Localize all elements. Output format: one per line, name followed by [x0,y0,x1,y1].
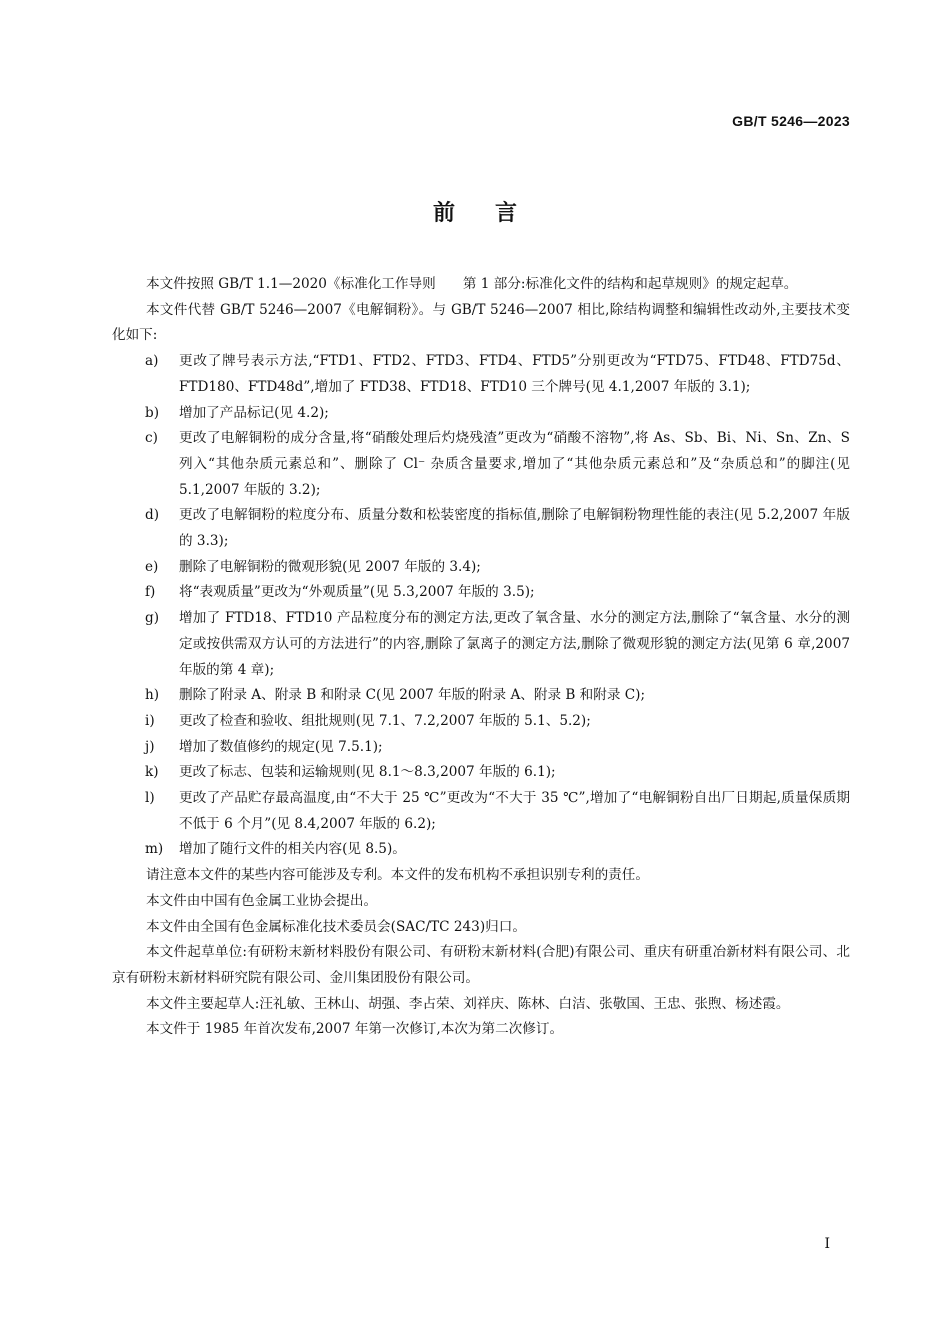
paragraph: 本文件按照 GB/T 1.1—2020《标准化工作导则 第 1 部分:标准化文件的结构和起草规则》的规定起草。 [146,276,798,292]
change-item [112,555,850,581]
change-item [112,349,850,400]
item-text: 增加了数值修约的规定(见 7.5.1); [179,738,383,755]
item-text: 更改了电解铜粉的粒度分布、质量分数和松装密度的指标值,删除了电解铜粉物理性能的表注(见 5.2,2007 年版的 3.3); [179,507,850,550]
item-text: 更改了检查和验收、组批规则(见 7.1、7.2,2007 年版的 5.1、5.2); [179,712,591,729]
item-label: h) [145,687,160,704]
change-item [112,786,850,837]
item-label: i) [145,712,155,729]
paragraph: 本文件于 1985 年首次发布,2007 年第一次修订,本次为第二次修订。 [146,1021,564,1038]
paragraph: 本文件由全国有色金属标准化技术委员会(SAC/TC 243)归口。 [146,918,526,935]
change-item [112,735,850,761]
change-item [112,760,850,786]
item-label: j) [145,738,155,755]
item-text: 删除了电解铜粉的微观形貌(见 2007 年版的 3.4); [179,558,481,575]
item-label: k) [145,764,159,781]
item-label: e) [145,558,159,575]
change-item [112,401,850,427]
item-text: 更改了产品贮存最高温度,由“不大于 25 ℃”更改为“不大于 35 ℃”,增加了“电解铜粉自出厂日期起,质量保质期不低于 6 个月”(见 8.4,2007 年版的 6.2); [179,790,850,832]
item-text: 更改了电解铜粉的成分含量,将“硝酸处理后灼烧残渣”更改为“硝酸不溶物”,将 As、Sb、Bi、Ni、Sn、Zn、S 列入“其他杂质元素总和”、删除了 Cl⁻ 杂质含量要求,增加了“其他杂质元素总和”及“杂质总和”的脚注(见 5.1,2007 年版的 3.2); [179,430,850,498]
item-text: 更改了牌号表示方法,“FTD1、FTD2、FTD3、FTD4、FTD5”分别更改为“FTD75、FTD48、FTD75d、FTD180、FTD48d”,增加了 FTD38、FTD18、FTD10 三个牌号(见 4.1,2007 年版的 3.1); [179,353,850,395]
item-text: 增加了 FTD18、FTD10 产品粒度分布的测定方法,更改了氧含量、水分的测定方法,删除了“氧含量、水分的测定或按供需双方认可的方法进行”的内容,删除了氯离子的测定方法,删除了微观形貌的测定方法(见第 6 章,2007 年版的第 4 章); [179,610,850,678]
item-label: d) [145,507,160,524]
item-label: c) [145,430,158,447]
item-label: a) [145,353,159,370]
item-label: g) [145,610,160,627]
item-label: b) [145,404,160,421]
item-text: 更改了标志、包装和运输规则(见 8.1～8.3,2007 年版的 6.1); [179,764,556,781]
change-item [112,683,850,709]
change-item [112,580,850,606]
standard-number: GB/T 5246—2023 [732,113,850,129]
item-text: 增加了产品标记(见 4.2); [179,404,329,421]
item-text: 增加了随行文件的相关内容(见 8.5)。 [179,841,406,858]
page-number: I [824,1236,830,1252]
change-item [112,503,850,554]
item-label: m) [145,841,164,858]
item-label: f) [145,584,156,601]
paragraph: 本文件起草单位:有研粉末新材料股份有限公司、有研粉末新材料(合肥)有限公司、重庆有研重冶新材料有限公司、北京有研粉末新材料研究院有限公司、金川集团股份有限公司。 [112,944,850,986]
change-item [112,709,850,735]
item-label: l) [145,790,155,807]
change-item [112,606,850,683]
paragraph: 本文件主要起草人:汪礼敏、王林山、胡强、李占荣、刘祥庆、陈林、白洁、张敬国、王忠、张煦、杨述霞。 [146,995,790,1012]
paragraph: 请注意本文件的某些内容可能涉及专利。本文件的发布机构不承担识别专利的责任。 [146,867,649,884]
change-item [112,837,850,863]
item-text: 将“表观质量”更改为“外观质量”(见 5.3,2007 年版的 3.5); [179,584,535,601]
paragraph: 本文件由中国有色金属工业协会提出。 [146,892,378,909]
page-title: 前言 [432,201,557,226]
paragraph: 本文件代替 GB/T 5246—2007《电解铜粉》。与 GB/T 5246—2007 相比,除结构调整和编辑性改动外,主要技术变化如下: [112,301,850,344]
item-text: 删除了附录 A、附录 B 和附录 C(见 2007 年版的附录 A、附录 B 和附录 C); [179,687,646,704]
foreword-body [112,272,850,1043]
change-item [112,426,850,503]
